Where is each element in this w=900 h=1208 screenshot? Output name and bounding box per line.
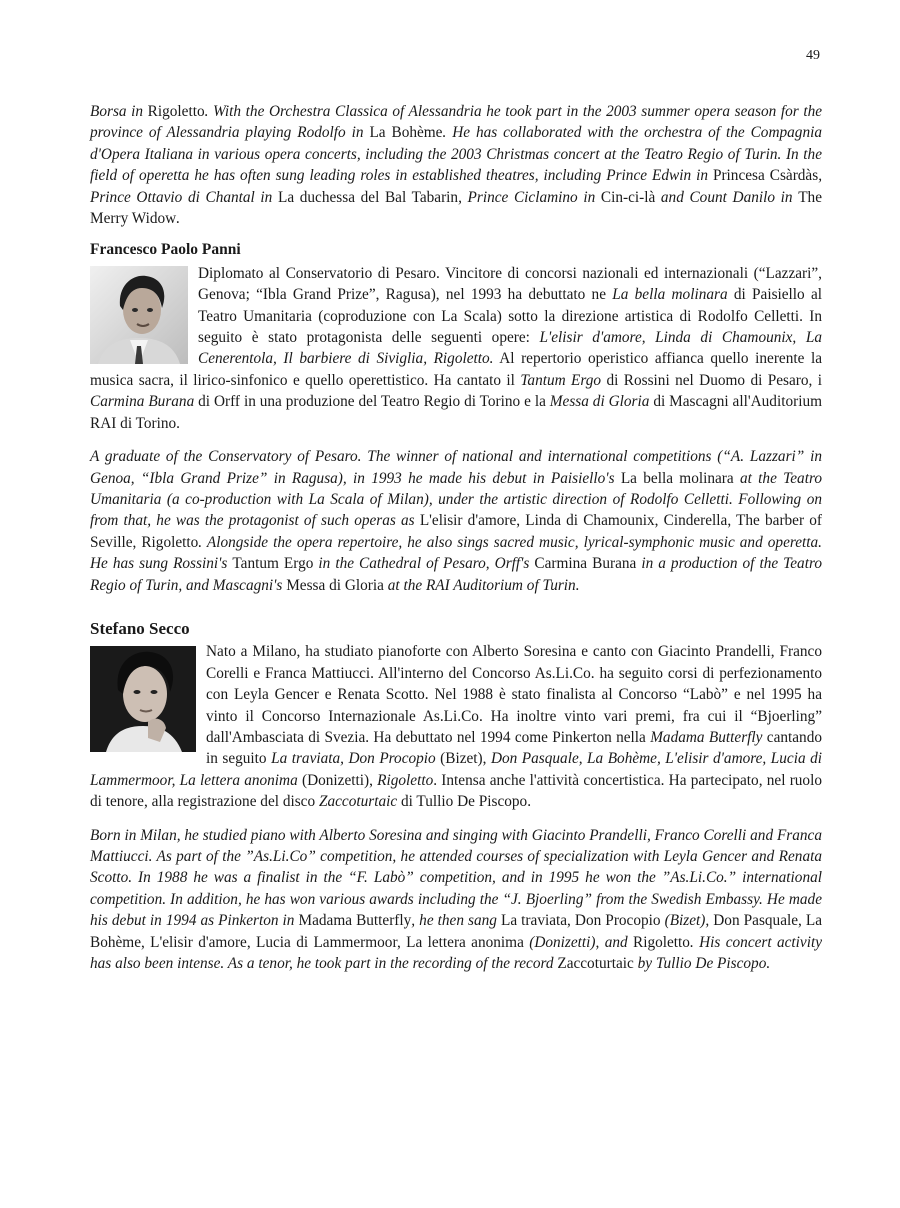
work-title: Don Pasquale, La Bohème, L'elisir d'amore, Lucia di Lammermoor, La lettera anonima: [90, 912, 823, 951]
bio-english-secco: [90, 825, 822, 975]
text-run: in the Cathedral of Pesaro, Orff's: [313, 555, 535, 573]
text-run: .: [176, 210, 181, 228]
text-run: Al repertorio operistico affianca quello inerente la musica sacra, il lirico-sinfonico e quello operettistico. Ha cantato il: [90, 350, 823, 389]
text-run: in a production of the Teatro Regio of Turin, and Mascagni's: [90, 555, 822, 594]
bio-english-panni: [90, 446, 822, 596]
portrait-secco: [90, 646, 196, 752]
work-title: Rigoletto: [377, 771, 434, 789]
text-run: Nato a Milano, ha studiato pianoforte con Alberto Soresina e canto con Giacinto Prandelli, Franco Corelli e Franca Mattiucci. All'interno del Concorso As.Li.Co. ha seguito corsi di perfezionamento con Leyla Gencer e Renata Scotto. Nel 1988 è stato finalista al Concorso “Labò” e nel 1995 ha vinto il Concorso Internazionale As.Li.Co. Ha inoltre vinto vari premi, fra cui il “Bjoerling” dall'Ambasciata di Svezia. Ha debuttato nel 1994 come Pinkerton nella: [206, 643, 822, 746]
text-run: at the RAI Auditorium of Turin.: [383, 576, 580, 594]
bio-italian-panni: [90, 263, 822, 434]
text-run: A graduate of the Conservatory of Pesaro. The winner of national and international competitions (“A. Lazzari” in Genoa, “Ibla Grand Prize” in Ragusa), in 1993 he made his debut in Paisiello's: [90, 448, 822, 487]
text-run: di Tullio De Piscopo.: [397, 793, 532, 811]
page-content: [90, 101, 822, 974]
text-run: at the Teatro Umanitaria (a co-production with La Scala of Milan), under the artistic direction of Rodolfo Celletti. Following on from that, he was the protagonist of such operas as: [90, 469, 822, 530]
work-title: Tantum Ergo: [232, 555, 314, 573]
work-title: Don Pasquale, La Bohème, L'elisir d'amore, Lucia di Lammermoor, La lettera anonima: [90, 750, 822, 789]
text-run: (Bizet),: [660, 912, 714, 930]
text-run: di Rossini nel Duomo di Pesaro, i: [601, 371, 823, 389]
work-title: Madama Butterfly: [650, 728, 763, 746]
bio-name-panni: Francesco Paolo Panni: [90, 241, 241, 259]
text-run: Diplomato al Conservatorio di Pesaro. Vincitore di concorsi nazionali ed internazionali (“Lazzari”, Genova; “Ibla Grand Prize”, Ragusa), nel 1993 ha debuttato ne: [198, 264, 822, 304]
work-title: La bella molinara: [620, 469, 734, 487]
work-title: La bella molinara: [612, 286, 728, 304]
text-run: . His concert activity has also been intense. As a tenor, he took part in the recording of the record: [90, 933, 822, 973]
text-run: , he then sang: [411, 912, 501, 930]
portrait-secco-photo: [90, 646, 196, 752]
text-run: , Prince Ciclamino in: [458, 188, 601, 206]
portrait-panni: [90, 266, 188, 364]
text-run: . With the Orchestra Classica of Alessandria he took part in the 2003 summer opera season for the province of Alessandria playing Rodolfo in: [90, 103, 823, 142]
work-title: Rigoletto: [633, 933, 690, 951]
text-run: and Count Danilo in: [655, 188, 799, 206]
intro-paragraph: [90, 101, 822, 229]
text-run: . Alongside the opera repertoire, he also sings sacred music, lyrical-symphonic music and operetta. He has sung Rossini's: [90, 533, 823, 573]
work-title: Messa di Gloria: [286, 576, 384, 594]
work-title: Rigoletto: [147, 103, 205, 120]
text-run: Borsa in: [90, 103, 148, 120]
text-run: di Paisiello al Teatro Umanitaria (coproduzione con La Scala) sotto la direzione artistica di Rodolfo Celletti. In seguito è stato protagonista delle seguenti opere:: [198, 286, 823, 347]
text-run: . He has collaborated with the orchestra of the Compagnia d'Opera Italiana in various opera concerts, including the 2003 Christmas concert at the Teatro Regio of Turin. In the field of operetta he has often sung leading roles in established theatres, including Prince Edwin in: [90, 124, 822, 185]
text-run: by Tullio De Piscopo.: [633, 955, 771, 973]
work-title: La duchessa del Bal Tabarin: [277, 188, 459, 206]
text-run: di Orff in una produzione del Teatro Regio di Torino e la: [194, 393, 550, 411]
text-run: (Bizet),: [435, 750, 491, 768]
bio-name-secco: Stefano Secco: [90, 618, 190, 638]
work-title: Zaccoturtaic: [318, 793, 398, 811]
text-run: Born in Milan, he studied piano with Alberto Soresina and singing with Giacinto Prandelli, Franco Corelli and Franca Mattiucci. As part of the ”As.Li.Co” competition, he attended courses of specialization with Leyla Gencer and Renata Scotto. In 1988 he was a finalist in the “F. Labò” competition, and in 1995 he won the ”As.Li.Co.” international competition. In addition, he has won various awards including the “J. Bjoerling” from the Swedish Embassy. He made his debut in 1994 as Pinkerton in: [90, 826, 822, 930]
work-title: La traviata, Don Procopio: [501, 912, 661, 930]
work-title: L'elisir d'amore, Linda di Chamounix, La Cenerentola, Il barbiere di Siviglia, Rigoletto.: [198, 329, 822, 368]
text-run: (Donizetti),: [297, 771, 378, 789]
text-run: cantando in seguito: [206, 728, 822, 768]
work-title: L'elisir d'amore, Linda di Chamounix, Cinderella, The barber of Seville, Rigoletto: [90, 512, 822, 551]
text-run: (Donizetti), and: [523, 933, 633, 951]
work-title: Princesa Csàrdàs: [712, 167, 819, 185]
work-title: Cin-ci-là: [600, 188, 656, 206]
work-title: Carmina Burana: [90, 393, 195, 411]
work-title: Carmina Burana: [534, 555, 637, 573]
portrait-panni-photo: [90, 266, 188, 364]
work-title: Messa di Gloria: [549, 393, 650, 411]
work-title: Zaccoturtaic: [557, 955, 634, 973]
page-number: 49: [806, 48, 820, 63]
text-run: . Intensa anche l'attività concertistica. Ha partecipato, nel ruolo di tenore, alla registrazione del disco: [90, 771, 822, 811]
work-title: La Bohème: [369, 124, 443, 142]
text-run: , Prince Ottavio di Chantal in: [90, 167, 823, 206]
bio-italian-secco: [90, 641, 822, 812]
work-title: Madama Butterfly: [298, 912, 412, 930]
work-title: The Merry Widow: [90, 188, 822, 228]
text-run: di Mascagni all'Auditorium RAI di Torino.: [90, 393, 822, 432]
work-title: La traviata, Don Procopio: [271, 750, 436, 768]
work-title: Tantum Ergo: [520, 371, 602, 389]
